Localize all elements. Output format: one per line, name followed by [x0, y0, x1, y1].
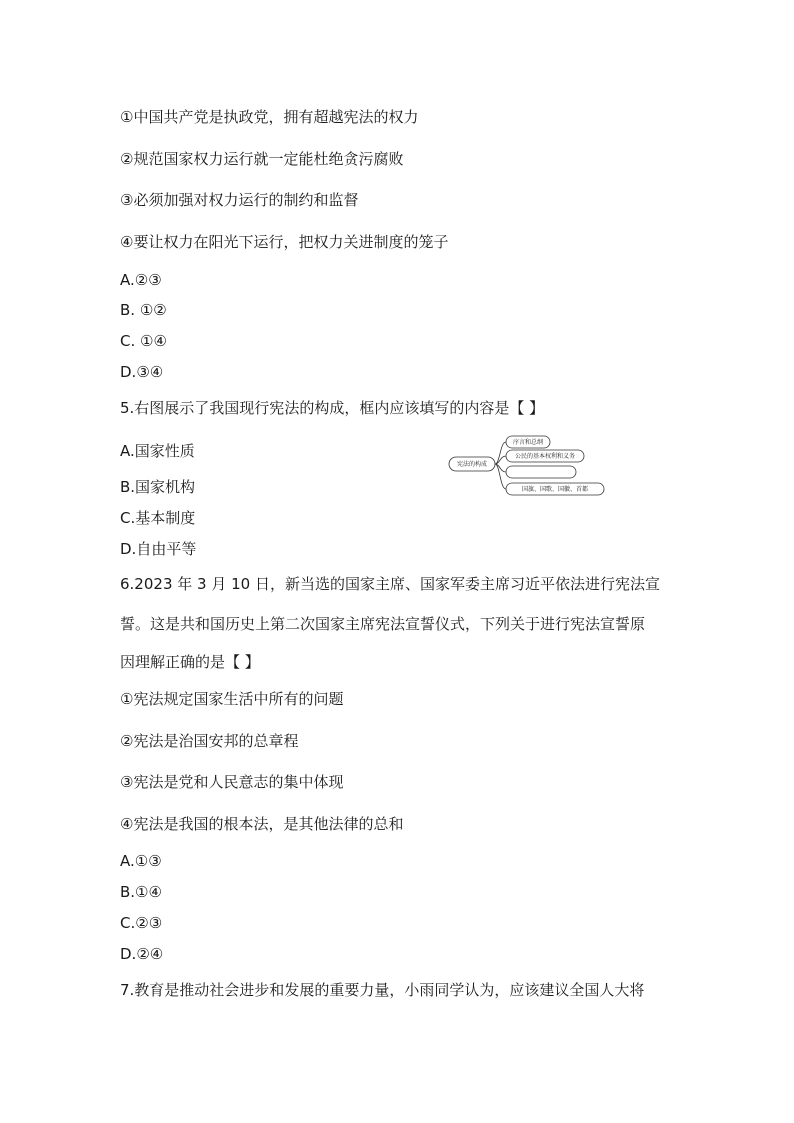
q6-statement-3: ③宪法是党和人民意志的集中体现 [120, 773, 344, 791]
q5-option-c: C.基本制度 [120, 509, 196, 527]
q4-statement-2: ②规范国家权力运行就一定能杜绝贪污腐败 [120, 150, 404, 168]
q4-statement-3: ③必须加强对权力运行的制约和监督 [120, 191, 359, 209]
q5-option-a: A.国家性质 [120, 442, 195, 460]
diagram-root-label: 宪法的构成 [456, 461, 488, 468]
diagram-branch-2-label: 公民的基本权利和义务 [514, 453, 576, 460]
q6-stem-line-1: 6.2023 年 3 月 10 日，新当选的国家主席、国家军委主席习近平依法进行宪法宣 [120, 575, 660, 593]
q4-option-c: C. ①④ [120, 332, 167, 350]
q6-statement-1: ①宪法规定国家生活中所有的问题 [120, 690, 344, 708]
q4-option-a: A.②③ [120, 271, 162, 289]
q5-stem: 5.右图展示了我国现行宪法的构成，框内应该填写的内容是【 】 [120, 399, 545, 417]
diagram-branch-4-label: 国旗、国歌、国徽、首都 [521, 486, 589, 493]
q6-option-d: D.②④ [120, 945, 164, 963]
q6-stem-line-3: 因理解正确的是【 】 [120, 653, 260, 671]
q6-stem-line-2: 誓。这是共和国历史上第二次国家主席宪法宣誓仪式，下列关于进行宪法宣誓原 [120, 615, 646, 633]
diagram-connector [495, 442, 506, 489]
q6-statement-2: ②宪法是治国安邦的总章程 [120, 732, 299, 750]
q6-option-c: C.②③ [120, 914, 163, 932]
diagram-blank-box [506, 466, 576, 478]
q7-stem-line-1: 7.教育是推动社会进步和发展的重要力量，小雨同学认为，应该建议全国人大将 [120, 981, 645, 999]
constitution-structure-diagram [448, 432, 608, 498]
q6-option-a: A.①③ [120, 852, 162, 870]
q4-statement-1: ①中国共产党是执政党，拥有超越宪法的权力 [120, 108, 419, 126]
q5-option-d: D.自由平等 [120, 540, 197, 558]
q4-statement-4: ④要让权力在阳光下运行，把权力关进制度的笼子 [120, 233, 449, 251]
q6-option-b: B.①④ [120, 883, 162, 901]
q4-option-d: D.③④ [120, 363, 164, 381]
q4-option-b: B. ①② [120, 301, 167, 319]
q5-option-b: B.国家机构 [120, 478, 196, 496]
q6-statement-4: ④宪法是我国的根本法，是其他法律的总和 [120, 815, 404, 833]
diagram-branch-1-label: 序言和总纲 [512, 439, 544, 446]
